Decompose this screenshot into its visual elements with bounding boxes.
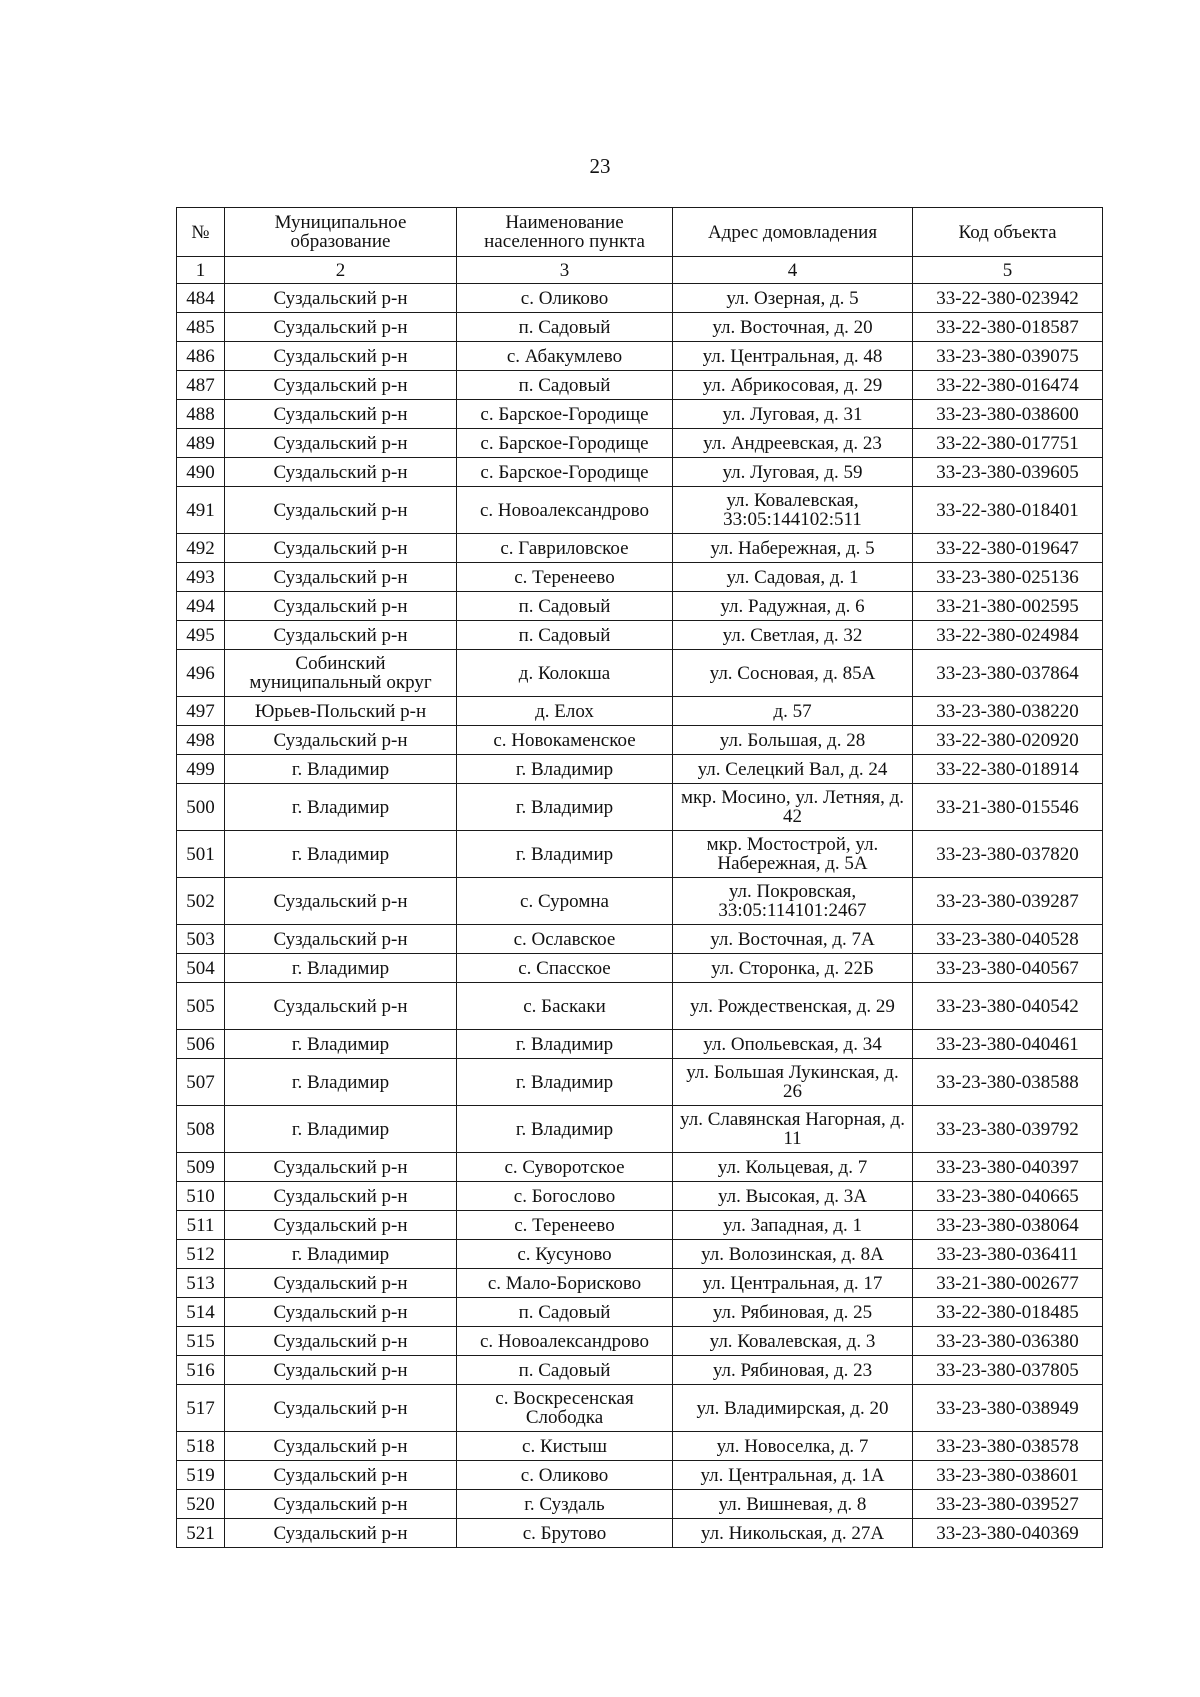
settlement-cell: с. Теренеево: [457, 563, 673, 592]
object-code-cell: 33-23-380-025136: [913, 563, 1103, 592]
settlement-cell: с. Теренеево: [457, 1211, 673, 1240]
object-code-cell: 33-23-380-036380: [913, 1327, 1103, 1356]
municipality-cell: Суздальский р-н: [225, 429, 457, 458]
row-number-cell: 516: [177, 1356, 225, 1385]
row-number-cell: 489: [177, 429, 225, 458]
municipality-cell: Суздальский р-н: [225, 400, 457, 429]
table-body: [177, 284, 1103, 1548]
settlement-cell: с. Барское-Городище: [457, 400, 673, 429]
row-number-cell: 491: [177, 487, 225, 534]
address-cell: ул. Западная, д. 1: [673, 1211, 913, 1240]
municipality-cell: г. Владимир: [225, 954, 457, 983]
settlement-cell: д. Елох: [457, 697, 673, 726]
municipality-cell: Суздальский р-н: [225, 371, 457, 400]
object-code-cell: 33-23-380-039792: [913, 1106, 1103, 1153]
address-cell: ул. Сосновая, д. 85А: [673, 650, 913, 697]
table-row: [177, 983, 1103, 1030]
municipality-cell: Суздальский р-н: [225, 342, 457, 371]
address-cell: ул. Луговая, д. 31: [673, 400, 913, 429]
row-number-cell: 495: [177, 621, 225, 650]
address-cell: ул. Рождественская, д. 29: [673, 983, 913, 1030]
address-cell: ул. Покровская, 33:05:114101:2467: [673, 878, 913, 925]
municipality-cell: Суздальский р-н: [225, 1432, 457, 1461]
settlement-cell: г. Владимир: [457, 755, 673, 784]
municipality-cell: г. Владимир: [225, 1030, 457, 1059]
table-row: [177, 1490, 1103, 1519]
table-row: [177, 1327, 1103, 1356]
object-code-cell: 33-22-380-019647: [913, 534, 1103, 563]
table-row: [177, 1182, 1103, 1211]
column-number: 1: [177, 257, 225, 284]
municipality-cell: Суздальский р-н: [225, 1298, 457, 1327]
address-cell: ул. Рябиновая, д. 23: [673, 1356, 913, 1385]
table-row: [177, 563, 1103, 592]
object-code-cell: 33-23-380-040542: [913, 983, 1103, 1030]
column-number: 4: [673, 257, 913, 284]
object-code-cell: 33-23-380-037820: [913, 831, 1103, 878]
row-number-cell: 507: [177, 1059, 225, 1106]
object-code-cell: 33-23-380-036411: [913, 1240, 1103, 1269]
address-cell: ул. Вишневая, д. 8: [673, 1490, 913, 1519]
object-code-cell: 33-23-380-037805: [913, 1356, 1103, 1385]
table-row: [177, 1240, 1103, 1269]
object-code-cell: 33-23-380-040461: [913, 1030, 1103, 1059]
row-number-cell: 518: [177, 1432, 225, 1461]
settlement-cell: с. Богослово: [457, 1182, 673, 1211]
table-row: [177, 925, 1103, 954]
address-cell: ул. Никольская, д. 27А: [673, 1519, 913, 1548]
row-number-cell: 492: [177, 534, 225, 563]
municipality-cell: г. Владимир: [225, 784, 457, 831]
settlement-cell: г. Владимир: [457, 831, 673, 878]
row-number-cell: 513: [177, 1269, 225, 1298]
municipality-cell: г. Владимир: [225, 755, 457, 784]
address-cell: д. 57: [673, 697, 913, 726]
address-cell: ул. Набережная, д. 5: [673, 534, 913, 563]
municipality-cell: Суздальский р-н: [225, 925, 457, 954]
object-code-cell: 33-23-380-038588: [913, 1059, 1103, 1106]
row-number-cell: 488: [177, 400, 225, 429]
table-row: [177, 1211, 1103, 1240]
row-number-cell: 510: [177, 1182, 225, 1211]
table-row: [177, 1519, 1103, 1548]
object-code-cell: 33-23-380-038064: [913, 1211, 1103, 1240]
table-row: [177, 1269, 1103, 1298]
municipality-cell: Юрьев-Польский р-н: [225, 697, 457, 726]
object-code-cell: 33-23-380-039287: [913, 878, 1103, 925]
row-number-cell: 500: [177, 784, 225, 831]
municipality-cell: Суздальский р-н: [225, 487, 457, 534]
object-code-cell: 33-21-380-002677: [913, 1269, 1103, 1298]
municipality-cell: Суздальский р-н: [225, 1327, 457, 1356]
table-header: [177, 208, 1103, 284]
header-settlement: Наименование населенного пункта: [457, 208, 673, 257]
settlement-cell: с. Брутово: [457, 1519, 673, 1548]
settlement-cell: с. Барское-Городище: [457, 429, 673, 458]
address-cell: ул. Опольевская, д. 34: [673, 1030, 913, 1059]
table-row: [177, 1106, 1103, 1153]
settlement-cell: с. Мало-Борисково: [457, 1269, 673, 1298]
table-row: [177, 621, 1103, 650]
address-cell: ул. Ковалевская, д. 3: [673, 1327, 913, 1356]
table-row: [177, 1059, 1103, 1106]
table-row: [177, 784, 1103, 831]
address-cell: ул. Центральная, д. 1А: [673, 1461, 913, 1490]
table-row: [177, 592, 1103, 621]
table-row: [177, 342, 1103, 371]
address-cell: ул. Восточная, д. 7А: [673, 925, 913, 954]
row-number-cell: 501: [177, 831, 225, 878]
row-number-cell: 521: [177, 1519, 225, 1548]
settlement-cell: с. Суромна: [457, 878, 673, 925]
settlement-cell: п. Садовый: [457, 371, 673, 400]
municipality-cell: Суздальский р-н: [225, 1490, 457, 1519]
table-row: [177, 313, 1103, 342]
settlement-cell: с. Ославское: [457, 925, 673, 954]
address-cell: ул. Высокая, д. 3А: [673, 1182, 913, 1211]
settlement-cell: г. Владимир: [457, 1106, 673, 1153]
table-row: [177, 1356, 1103, 1385]
municipality-cell: Суздальский р-н: [225, 1211, 457, 1240]
settlement-cell: с. Спасское: [457, 954, 673, 983]
settlement-cell: с. Барское-Городище: [457, 458, 673, 487]
row-number-cell: 490: [177, 458, 225, 487]
object-code-cell: 33-23-380-040397: [913, 1153, 1103, 1182]
address-cell: ул. Ковалевская, 33:05:144102:511: [673, 487, 913, 534]
object-code-cell: 33-22-380-016474: [913, 371, 1103, 400]
municipality-cell: Суздальский р-н: [225, 1461, 457, 1490]
row-number-cell: 487: [177, 371, 225, 400]
settlement-cell: г. Владимир: [457, 1059, 673, 1106]
object-code-cell: 33-23-380-040369: [913, 1519, 1103, 1548]
header-row: [177, 208, 1103, 257]
header-object-code: Код объекта: [913, 208, 1103, 257]
address-cell: ул. Владимирская, д. 20: [673, 1385, 913, 1432]
object-code-cell: 33-22-380-018485: [913, 1298, 1103, 1327]
settlement-cell: с. Оликово: [457, 1461, 673, 1490]
row-number-cell: 496: [177, 650, 225, 697]
address-cell: ул. Центральная, д. 17: [673, 1269, 913, 1298]
settlement-cell: с. Новокаменское: [457, 726, 673, 755]
address-cell: ул. Луговая, д. 59: [673, 458, 913, 487]
municipality-cell: Суздальский р-н: [225, 1356, 457, 1385]
object-code-cell: 33-22-380-023942: [913, 284, 1103, 313]
table-row: [177, 1432, 1103, 1461]
settlement-cell: п. Садовый: [457, 1298, 673, 1327]
row-number-cell: 498: [177, 726, 225, 755]
row-number-cell: 509: [177, 1153, 225, 1182]
municipality-cell: Суздальский р-н: [225, 726, 457, 755]
settlement-cell: с. Оликово: [457, 284, 673, 313]
row-number-cell: 494: [177, 592, 225, 621]
settlement-cell: г. Владимир: [457, 784, 673, 831]
municipality-cell: Суздальский р-н: [225, 458, 457, 487]
column-number: 5: [913, 257, 1103, 284]
object-code-cell: 33-23-380-040567: [913, 954, 1103, 983]
row-number-cell: 512: [177, 1240, 225, 1269]
address-cell: ул. Центральная, д. 48: [673, 342, 913, 371]
address-cell: мкр. Мостострой, ул. Набережная, д. 5А: [673, 831, 913, 878]
municipality-cell: Суздальский р-н: [225, 1182, 457, 1211]
table-row: [177, 400, 1103, 429]
settlement-cell: г. Суздаль: [457, 1490, 673, 1519]
address-cell: ул. Рябиновая, д. 25: [673, 1298, 913, 1327]
settlement-cell: г. Владимир: [457, 1030, 673, 1059]
settlement-cell: с. Новоалександрово: [457, 487, 673, 534]
settlement-cell: п. Садовый: [457, 1356, 673, 1385]
row-number-cell: 486: [177, 342, 225, 371]
address-cell: ул. Сторонка, д. 22Б: [673, 954, 913, 983]
table-row: [177, 1461, 1103, 1490]
table-row: [177, 954, 1103, 983]
object-code-cell: 33-23-380-038601: [913, 1461, 1103, 1490]
table-row: [177, 487, 1103, 534]
households-table: [176, 207, 1103, 1548]
object-code-cell: 33-23-380-039527: [913, 1490, 1103, 1519]
settlement-cell: с. Баскаки: [457, 983, 673, 1030]
address-cell: ул. Новоселка, д. 7: [673, 1432, 913, 1461]
table-row: [177, 371, 1103, 400]
object-code-cell: 33-23-380-037864: [913, 650, 1103, 697]
object-code-cell: 33-23-380-040665: [913, 1182, 1103, 1211]
address-cell: ул. Озерная, д. 5: [673, 284, 913, 313]
address-cell: ул. Большая, д. 28: [673, 726, 913, 755]
municipality-cell: Суздальский р-н: [225, 878, 457, 925]
object-code-cell: 33-22-380-018401: [913, 487, 1103, 534]
table-row: [177, 755, 1103, 784]
column-number-row: [177, 257, 1103, 284]
address-cell: ул. Андреевская, д. 23: [673, 429, 913, 458]
object-code-cell: 33-22-380-020920: [913, 726, 1103, 755]
municipality-cell: Суздальский р-н: [225, 563, 457, 592]
address-cell: ул. Большая Лукинская, д. 26: [673, 1059, 913, 1106]
municipality-cell: Суздальский р-н: [225, 1519, 457, 1548]
address-cell: ул. Садовая, д. 1: [673, 563, 913, 592]
row-number-cell: 484: [177, 284, 225, 313]
municipality-cell: Суздальский р-н: [225, 1385, 457, 1432]
object-code-cell: 33-22-380-018914: [913, 755, 1103, 784]
municipality-cell: г. Владимир: [225, 831, 457, 878]
table-row: [177, 1298, 1103, 1327]
object-code-cell: 33-23-380-038600: [913, 400, 1103, 429]
table-row: [177, 831, 1103, 878]
settlement-cell: с. Новоалександрово: [457, 1327, 673, 1356]
row-number-cell: 514: [177, 1298, 225, 1327]
settlement-cell: д. Колокша: [457, 650, 673, 697]
municipality-cell: Суздальский р-н: [225, 592, 457, 621]
row-number-cell: 499: [177, 755, 225, 784]
row-number-cell: 503: [177, 925, 225, 954]
municipality-cell: г. Владимир: [225, 1059, 457, 1106]
table-row: [177, 458, 1103, 487]
settlement-cell: с. Гавриловское: [457, 534, 673, 563]
row-number-cell: 497: [177, 697, 225, 726]
row-number-cell: 519: [177, 1461, 225, 1490]
row-number-cell: 504: [177, 954, 225, 983]
settlement-cell: с. Абакумлево: [457, 342, 673, 371]
municipality-cell: Суздальский р-н: [225, 1153, 457, 1182]
settlement-cell: п. Садовый: [457, 313, 673, 342]
row-number-cell: 506: [177, 1030, 225, 1059]
row-number-cell: 485: [177, 313, 225, 342]
object-code-cell: 33-21-380-015546: [913, 784, 1103, 831]
table-row: [177, 726, 1103, 755]
municipality-cell: г. Владимир: [225, 1106, 457, 1153]
header-address: Адрес домовладения: [673, 208, 913, 257]
municipality-cell: Суздальский р-н: [225, 284, 457, 313]
object-code-cell: 33-23-380-039075: [913, 342, 1103, 371]
object-code-cell: 33-22-380-018587: [913, 313, 1103, 342]
column-number: 2: [225, 257, 457, 284]
table-row: [177, 1385, 1103, 1432]
row-number-cell: 493: [177, 563, 225, 592]
table-row: [177, 650, 1103, 697]
municipality-cell: Суздальский р-н: [225, 621, 457, 650]
settlement-cell: с. Кусуново: [457, 1240, 673, 1269]
table-row: [177, 697, 1103, 726]
header-municipality: Муниципальное образование: [225, 208, 457, 257]
object-code-cell: 33-23-380-038220: [913, 697, 1103, 726]
settlement-cell: с. Кистыш: [457, 1432, 673, 1461]
address-cell: ул. Кольцевая, д. 7: [673, 1153, 913, 1182]
row-number-cell: 520: [177, 1490, 225, 1519]
row-number-cell: 517: [177, 1385, 225, 1432]
object-code-cell: 33-23-380-039605: [913, 458, 1103, 487]
row-number-cell: 515: [177, 1327, 225, 1356]
settlement-cell: п. Садовый: [457, 592, 673, 621]
municipality-cell: Собинский муниципальный округ: [225, 650, 457, 697]
table-row: [177, 1030, 1103, 1059]
address-cell: ул. Светлая, д. 32: [673, 621, 913, 650]
object-code-cell: 33-23-380-040528: [913, 925, 1103, 954]
municipality-cell: Суздальский р-н: [225, 534, 457, 563]
settlement-cell: п. Садовый: [457, 621, 673, 650]
row-number-cell: 502: [177, 878, 225, 925]
object-code-cell: 33-23-380-038578: [913, 1432, 1103, 1461]
table-row: [177, 429, 1103, 458]
row-number-cell: 505: [177, 983, 225, 1030]
page-number: 23: [589, 154, 611, 178]
column-number: 3: [457, 257, 673, 284]
table-row: [177, 878, 1103, 925]
settlement-cell: с. Воскресенская Слободка: [457, 1385, 673, 1432]
municipality-cell: г. Владимир: [225, 1240, 457, 1269]
object-code-cell: 33-22-380-017751: [913, 429, 1103, 458]
address-cell: ул. Абрикосовая, д. 29: [673, 371, 913, 400]
address-cell: ул. Восточная, д. 20: [673, 313, 913, 342]
row-number-cell: 511: [177, 1211, 225, 1240]
table-row: [177, 284, 1103, 313]
address-cell: ул. Радужная, д. 6: [673, 592, 913, 621]
object-code-cell: 33-22-380-024984: [913, 621, 1103, 650]
address-cell: ул. Славянская Нагорная, д. 11: [673, 1106, 913, 1153]
row-number-cell: 508: [177, 1106, 225, 1153]
object-code-cell: 33-23-380-038949: [913, 1385, 1103, 1432]
municipality-cell: Суздальский р-н: [225, 983, 457, 1030]
address-cell: ул. Волозинская, д. 8А: [673, 1240, 913, 1269]
municipality-cell: Суздальский р-н: [225, 1269, 457, 1298]
address-cell: мкр. Мосино, ул. Летняя, д. 42: [673, 784, 913, 831]
address-cell: ул. Селецкий Вал, д. 24: [673, 755, 913, 784]
table-row: [177, 1153, 1103, 1182]
settlement-cell: с. Суворотское: [457, 1153, 673, 1182]
header-number: №: [177, 208, 225, 257]
table-row: [177, 534, 1103, 563]
municipality-cell: Суздальский р-н: [225, 313, 457, 342]
object-code-cell: 33-21-380-002595: [913, 592, 1103, 621]
